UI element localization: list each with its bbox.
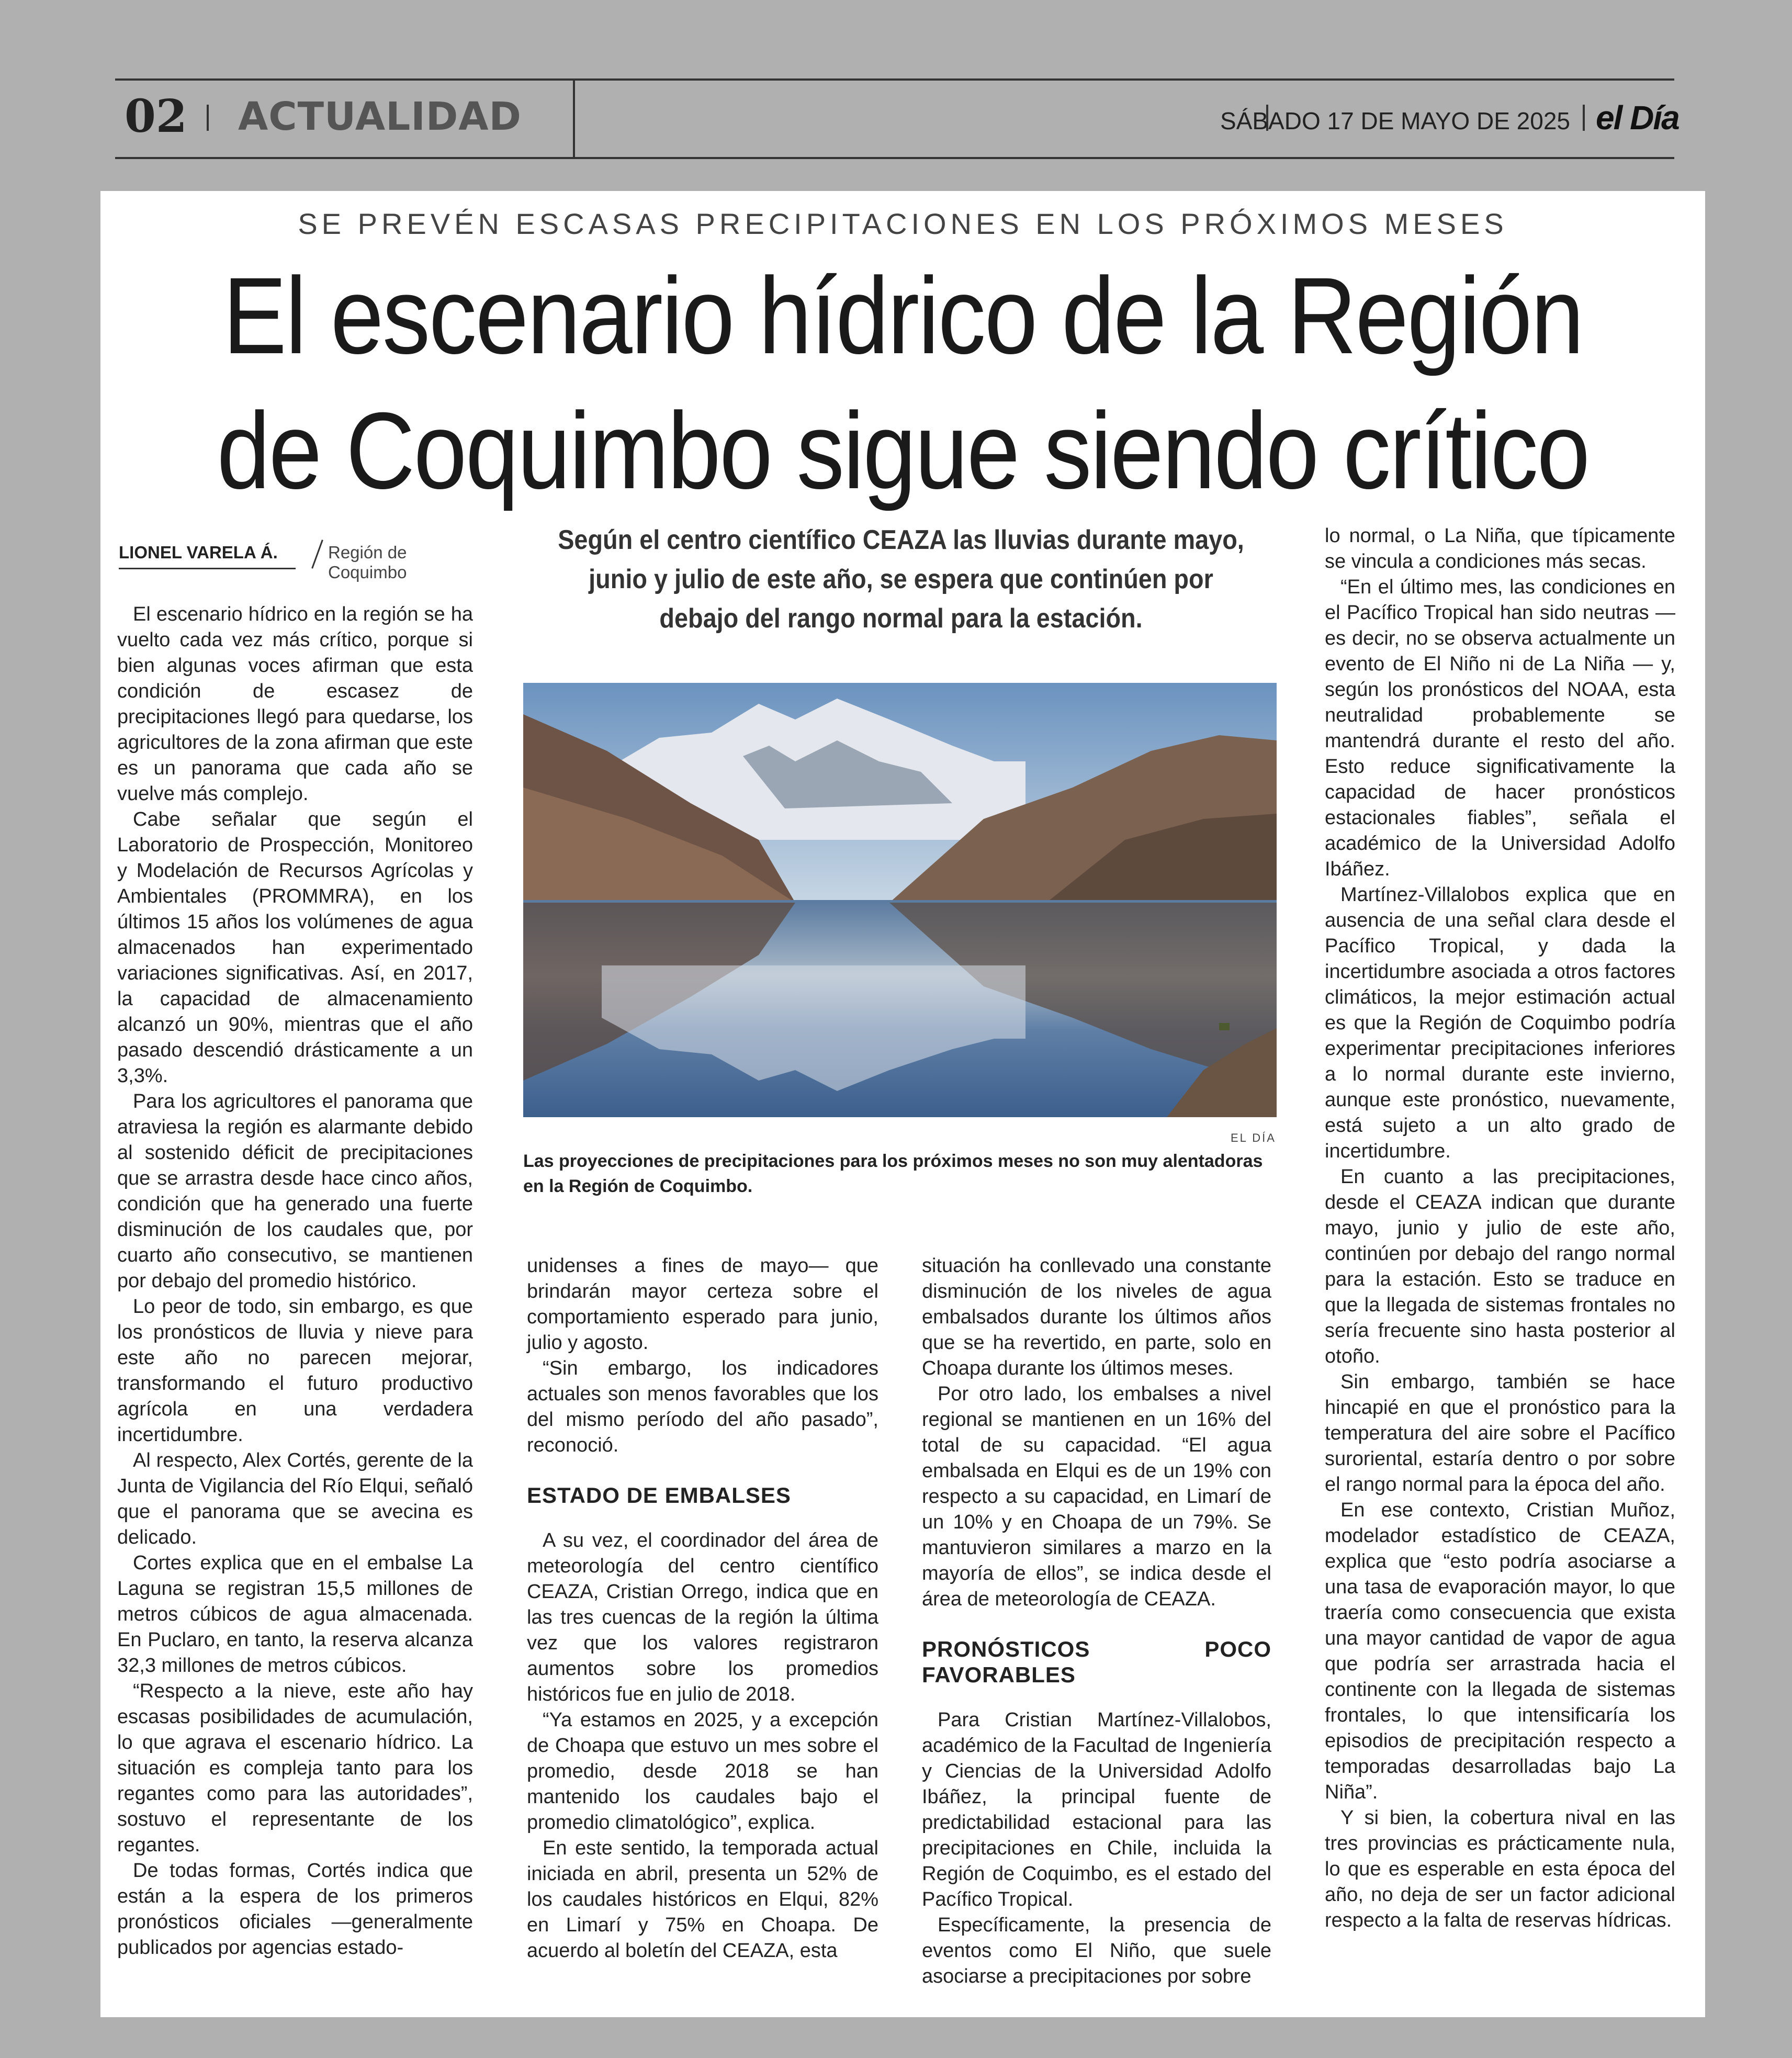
headline-line: El escenario hídrico de la Región xyxy=(222,255,1583,377)
paragraph: lo normal, o La Niña, que típicamente se vincula a condiciones más secas. xyxy=(1325,525,1675,572)
paragraph: “Sin embargo, los indicadores actuales son menos favorables que los del mismo período del año pasado”, reconoció. xyxy=(527,1357,878,1456)
paragraph: Y si bien, la cobertura nival en las tres provincias es prácticamente nula, lo que es esperable en esta época del año, no deja de ser un factor adicional respecto a la falta de reservas hídricas. xyxy=(1325,1807,1675,1931)
photo-credit: EL DÍA xyxy=(1231,1131,1276,1144)
paragraph: Sin embargo, también se hace hincapié en que el pronóstico para la temperatura del aire sobre el Pacífico suroriental, estaría dentro o por sobre el rango normal para la época del año. xyxy=(1325,1371,1675,1495)
paragraph: Martínez-Villalobos explica que en ausencia de una señal clara desde el Pacífico Tropical, y dada la incertidumbre asociada a otros factores climáticos, la mejor estimación actual es que la Región de Coquimbo podría experimentar precipitaciones inferiores a lo normal durante este invierno, aunque este pronóstico, nuevamente, está sujeto a un alto grado de incertidumbre. xyxy=(1325,884,1675,1162)
paragraph: En este sentido, la temporada actual iniciada en abril, presenta un 52% de los caudales históricos en Elqui, 82% en Limarí y 75% en Choapa. De acuerdo al boletín del CEAZA, esta xyxy=(527,1837,878,1962)
paragraph: “Ya estamos en 2025, y a excepción de Choapa que estuvo un mes sobre el promedio, desde 2018 se han mantenido los caudales bajo el promedio climatológico”, explica. xyxy=(527,1709,878,1834)
newspaper-logo: el Día xyxy=(1596,99,1679,137)
header-divider xyxy=(573,80,575,158)
byline-author: LIONEL VARELA Á. xyxy=(119,543,278,562)
paragraph: unidenses a fines de mayo— que brindarán mayor certeza sobre el comportamiento esperado para junio, julio y agosto. xyxy=(527,1255,878,1354)
paragraph: Por otro lado, los embalses a nivel regional se mantienen en un 16% del total de su capacidad. “El agua embalsada en Elqui es de un 19% con respecto a su capacidad, en Limarí de un 10% y en Choapa de un 79%. Se mantuvieron similares a marzo en la mayoría de ellos”, se indica desde el área de meteorología de CEAZA. xyxy=(922,1383,1271,1610)
byline-slash xyxy=(311,539,323,569)
headline-line: de Coquimbo sigue siendo crítico xyxy=(217,390,1589,512)
kicker: SE PREVÉN ESCASAS PRECIPITACIONES EN LOS PRÓXIMOS MESES xyxy=(298,207,1508,240)
paragraph: situación ha conllevado una constante disminución de los niveles de agua embalsados durante los últimos años que se ha revertido, en parte, solo en Choapa durante los últimos meses. xyxy=(922,1255,1271,1379)
byline xyxy=(119,531,475,582)
issue-date: SÁBADO 17 DE MAYO DE 2025 xyxy=(1220,107,1570,134)
header-pipe xyxy=(1583,105,1585,131)
paragraph: “Respecto a la nieve, este año hay escasas posibilidades de acumulación, lo que agrava el escenario hídrico. La situación es compleja tanto para los regantes como para las autoridades”, sostuvo el representante de los regantes. xyxy=(117,1680,473,1856)
reservoir-photo xyxy=(523,683,1277,1117)
paragraph: “En el último mes, las condiciones en el Pacífico Tropical han sido neutras — es decir, no se observa actualmente un evento de El Niño ni de La Niña — y, según los pronósticos del NOAA, esta neutralidad probablemente se mantendrá durante el resto del año. Esto reduce significativamente la capacidad de hacer pronósticos estacionales fiables”, señala el académico de la Universidad Adolfo Ibáñez. xyxy=(1325,576,1675,880)
paragraph: Cortes explica que en el embalse La Laguna se registran 15,5 millones de metros cúbicos de agua almacenada. En Puclaro, en tanto, la reserva alcanza 32,3 millones de metros cúbicos. xyxy=(117,1552,473,1677)
paragraph: A su vez, el coordinador del área de meteorología del centro científico CEAZA, Cristian Orrego, indica que en las tres cuencas de la región la última vez que los valores registraron aumentos sobre los promedios históricos fue en julio de 2018. xyxy=(527,1530,878,1705)
paragraph: El escenario hídrico en la región se ha vuelto cada vez más crítico, porque si bien algunas voces afirman que esta condición de escasez de precipitaciones llegó para quedarse, los agricultores de la zona afirman que este es un panorama que cada año se vuelve más complejo. xyxy=(117,603,473,805)
paragraph: De todas formas, Cortés indica que están a la espera de los primeros pronósticos oficiales —generalmente publicados por agencias estado- xyxy=(117,1860,473,1959)
subheading: ESTADO DE EMBALSES xyxy=(527,1483,791,1508)
subheading: PRONÓSTICOS POCO FAVORABLES xyxy=(922,1637,1271,1687)
paragraph: Específicamente, la presencia de eventos como El Niño, que suele asociarse a precipitaciones por sobre xyxy=(922,1914,1271,1987)
text-column-2 xyxy=(527,1253,878,1964)
article xyxy=(100,191,1705,2017)
byline-rule xyxy=(119,568,296,569)
section-title: ACTUALIDAD xyxy=(238,94,522,139)
headline xyxy=(197,249,1609,519)
page-number: 02 xyxy=(125,90,187,143)
paragraph: Para los agricultores el panorama que atraviesa la región es alarmante debido al sostenido déficit de precipitaciones que se arrastra desde hace cinco años, condición que ha generado una fuerte disminución de los caudales que, por cuarto año consecutivo, se mantienen por debajo del promedio histórico. xyxy=(117,1090,473,1292)
header-rule-bottom xyxy=(115,157,1674,159)
byline-region: Región de Coquimbo xyxy=(328,543,407,582)
paragraph: Lo peor de todo, sin embargo, es que los pronósticos de lluvia y nieve para este año no parecen mejorar, transformando el futuro productivo agrícola en una verdadera incertidumbre. xyxy=(117,1296,473,1446)
paragraph: En ese contexto, Cristian Muñoz, modelador estadístico de CEAZA, explica que “esto podría asociarse a una tasa de evaporación mayor, lo que traería como consecuencia que exista una mayor cantidad de vapor de agua que podría ser arrastrada hacia el continente con la llegada de sistemas frontales, lo que intensificaría los episodios de precipitación respecto a temporadas desarrolladas bajo La Niña”. xyxy=(1325,1499,1675,1803)
article-photo xyxy=(523,683,1277,1117)
text-column-1 xyxy=(117,602,473,1961)
paragraph: En cuanto a las precipitaciones, desde el CEAZA indican que durante mayo, junio y julio de este año, continúen por debajo del rango normal para la estación. Esto se traduce en que la llegada de sistemas frontales no sería frecuente sino hasta posterior al otoño. xyxy=(1325,1166,1675,1367)
paragraph: Al respecto, Alex Cortés, gerente de la Junta de Vigilancia del Río Elqui, señaló que el panorama que se avecina es delicado. xyxy=(117,1449,473,1548)
header-rule-top xyxy=(115,78,1674,81)
text-column-4 xyxy=(1325,523,1675,1933)
text-column-3 xyxy=(922,1253,1271,1989)
photo-caption: Las proyecciones de precipitaciones para los próximos meses no son muy alentadoras en la Región de Coquimbo. xyxy=(523,1151,1263,1196)
deck: Según el centro científico CEAZA las lluvias durante mayo, junio y julio de este año, se espera que continúen por debajo del rango normal para la estación. xyxy=(558,525,1244,634)
paragraph: Cabe señalar que según el Laboratorio de Prospección, Monitoreo y Modelación de Recursos Agrícolas y Ambientales (PROMMRA), en los últimos 15 años los volúmenes de agua almacenados han experimentado variaciones significativas. Así, en 2017, la capacidad de almacenamiento alcanzó un 90%, mientras que el año pasado descendió drásticamente a un 3,3%. xyxy=(117,808,473,1087)
paragraph: Para Cristian Martínez-Villalobos, académico de la Facultad de Ingeniería y Ciencias de la Universidad Adolfo Ibáñez, la principal fuente de predictabilidad estacional para las precipitaciones en Chile, incluida la Región de Coquimbo, es el estado del Pacífico Tropical. xyxy=(922,1709,1271,1910)
header-pipe xyxy=(207,105,209,131)
